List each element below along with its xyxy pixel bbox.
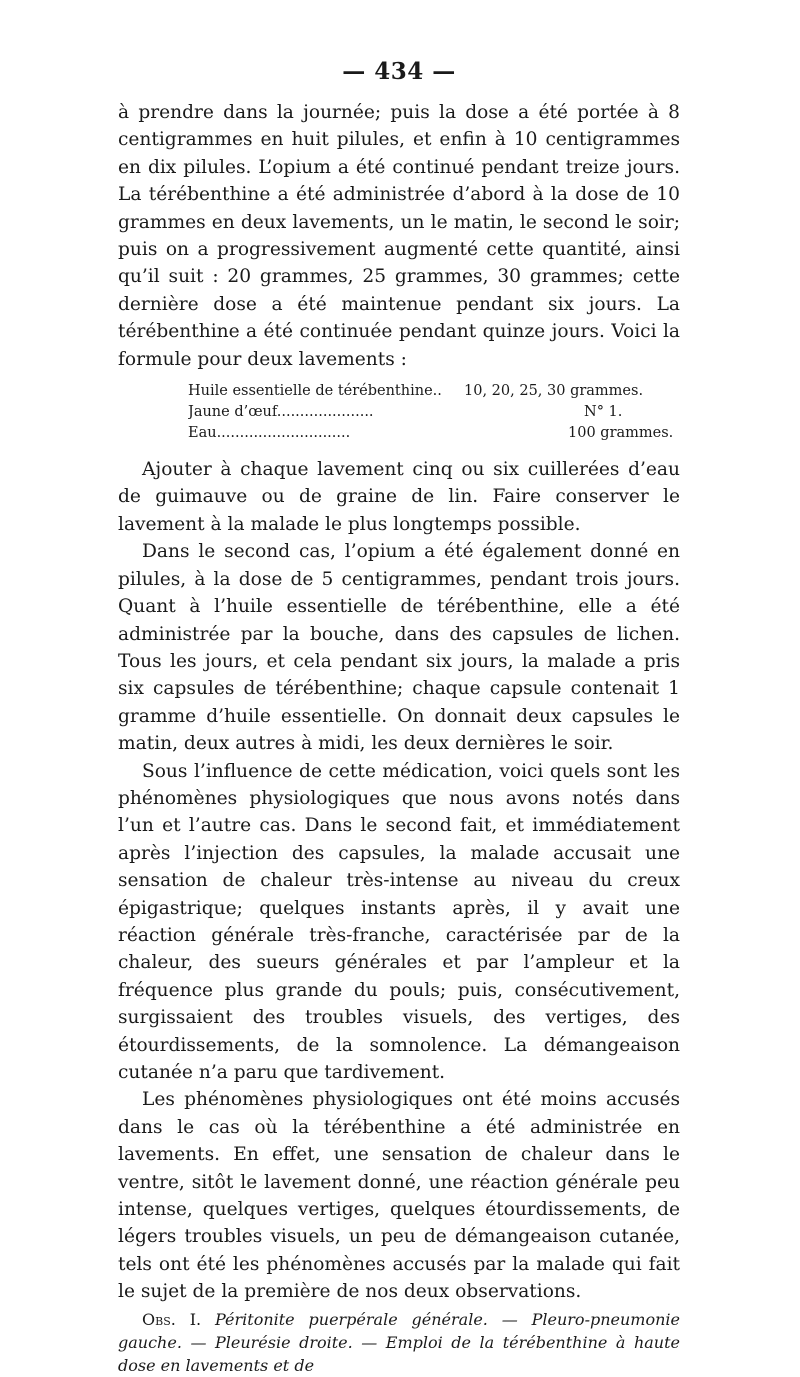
formula-row	[188, 381, 680, 402]
paragraph: Les phénomènes physiologiques ont été moins accusés dans le cas où la térébenthine a été administrée en lavements. En effet, une sensation de chaleur dans le ventre, sitôt le lavement donné, une réaction générale peu intense, quelques vertiges, quelques étourdissements, de légers troubles visuels, un peu de démangeaison cutanée, tels ont été les phénomènes accusés par la malade qui fait le sujet de la première de nos deux observations.	[118, 1089, 680, 1303]
formula-ingredient: Huile essentielle de térébenthine..	[188, 383, 442, 400]
observation-title: Péritonite puerpérale générale. — Pleuro-pneumonie gauche. — Pleurésie droite. — Emploi de la térébenthine à haute dose en lavements et de	[118, 1309, 680, 1375]
observation-label: Obs. I.	[142, 1309, 202, 1329]
formula-table	[118, 381, 680, 444]
page-number: — 434 —	[342, 58, 456, 85]
formula-quantity: 100 grammes.	[568, 425, 674, 442]
formula-ingredient: Jaune d’œuf.....................	[188, 404, 374, 421]
formula-row	[188, 402, 680, 423]
paragraph: Dans le second cas, l’opium a été également donné en pilules, à la dose de 5 centigrammes, pendant trois jours. Quant à l’huile essentielle de térébenthine, elle a été administrée par la bouche, dans des capsules de lichen. Tous les jours, et cela pendant six jours, la malade a pris six capsules de térébenthine; chaque capsule contenait 1 gramme d’huile essentielle. On donnait deux capsules le matin, deux autres à midi, les deux dernières le soir.	[118, 541, 680, 755]
paragraph: Sous l’influence de cette médication, voici quels sont les phénomènes physiologiques que nous avons notés dans l’un et l’autre cas. Dans le second fait, et immédiatement après l’injection des capsules, la malade accusait une sensation de chaleur très-intense au niveau du creux épigastrique; quelques instants après, il y avait une réaction générale très-franche, caractérisée par de la chaleur, des sueurs générales et par l’ampleur et la fréquence plus grande du pouls; puis, consécutivement, surgissaient des troubles visuels, des vertiges, des étourdissements, de la somnolence. La démangeaison cutanée n’a paru que tardivement.	[118, 760, 680, 1083]
formula-quantity: N° 1.	[584, 404, 623, 421]
formula-quantity: 10, 20, 25, 30 grammes.	[464, 383, 644, 400]
paragraph: Ajouter à chaque lavement cinq ou six cuillerées d’eau de guimauve ou de graine de lin. Faire conserver le lavement à la malade le plus longtemps possible.	[118, 459, 680, 535]
formula-ingredient: Eau.............................	[188, 425, 351, 442]
observation-heading	[118, 1308, 680, 1377]
formula-row	[188, 423, 680, 444]
book-page	[118, 58, 680, 1377]
paragraph-continuation: à prendre dans la journée; puis la dose a été portée à 8 centigrammes en huit pilules, et enfin à 10 centigrammes en dix pilules. L’opium a été continué pendant treize jours. La térébenthine a été administrée d’abord à la dose de 10 grammes en deux lavements, un le matin, le second le soir; puis on a progressivement augmenté cette quantité, ainsi qu’il suit : 20 grammes, 25 grammes, 30 grammes; cette dernière dose a été maintenue pendant six jours. La térébenthine a été continuée pendant quinze jours. Voici la formule pour deux lavements :	[118, 102, 680, 370]
